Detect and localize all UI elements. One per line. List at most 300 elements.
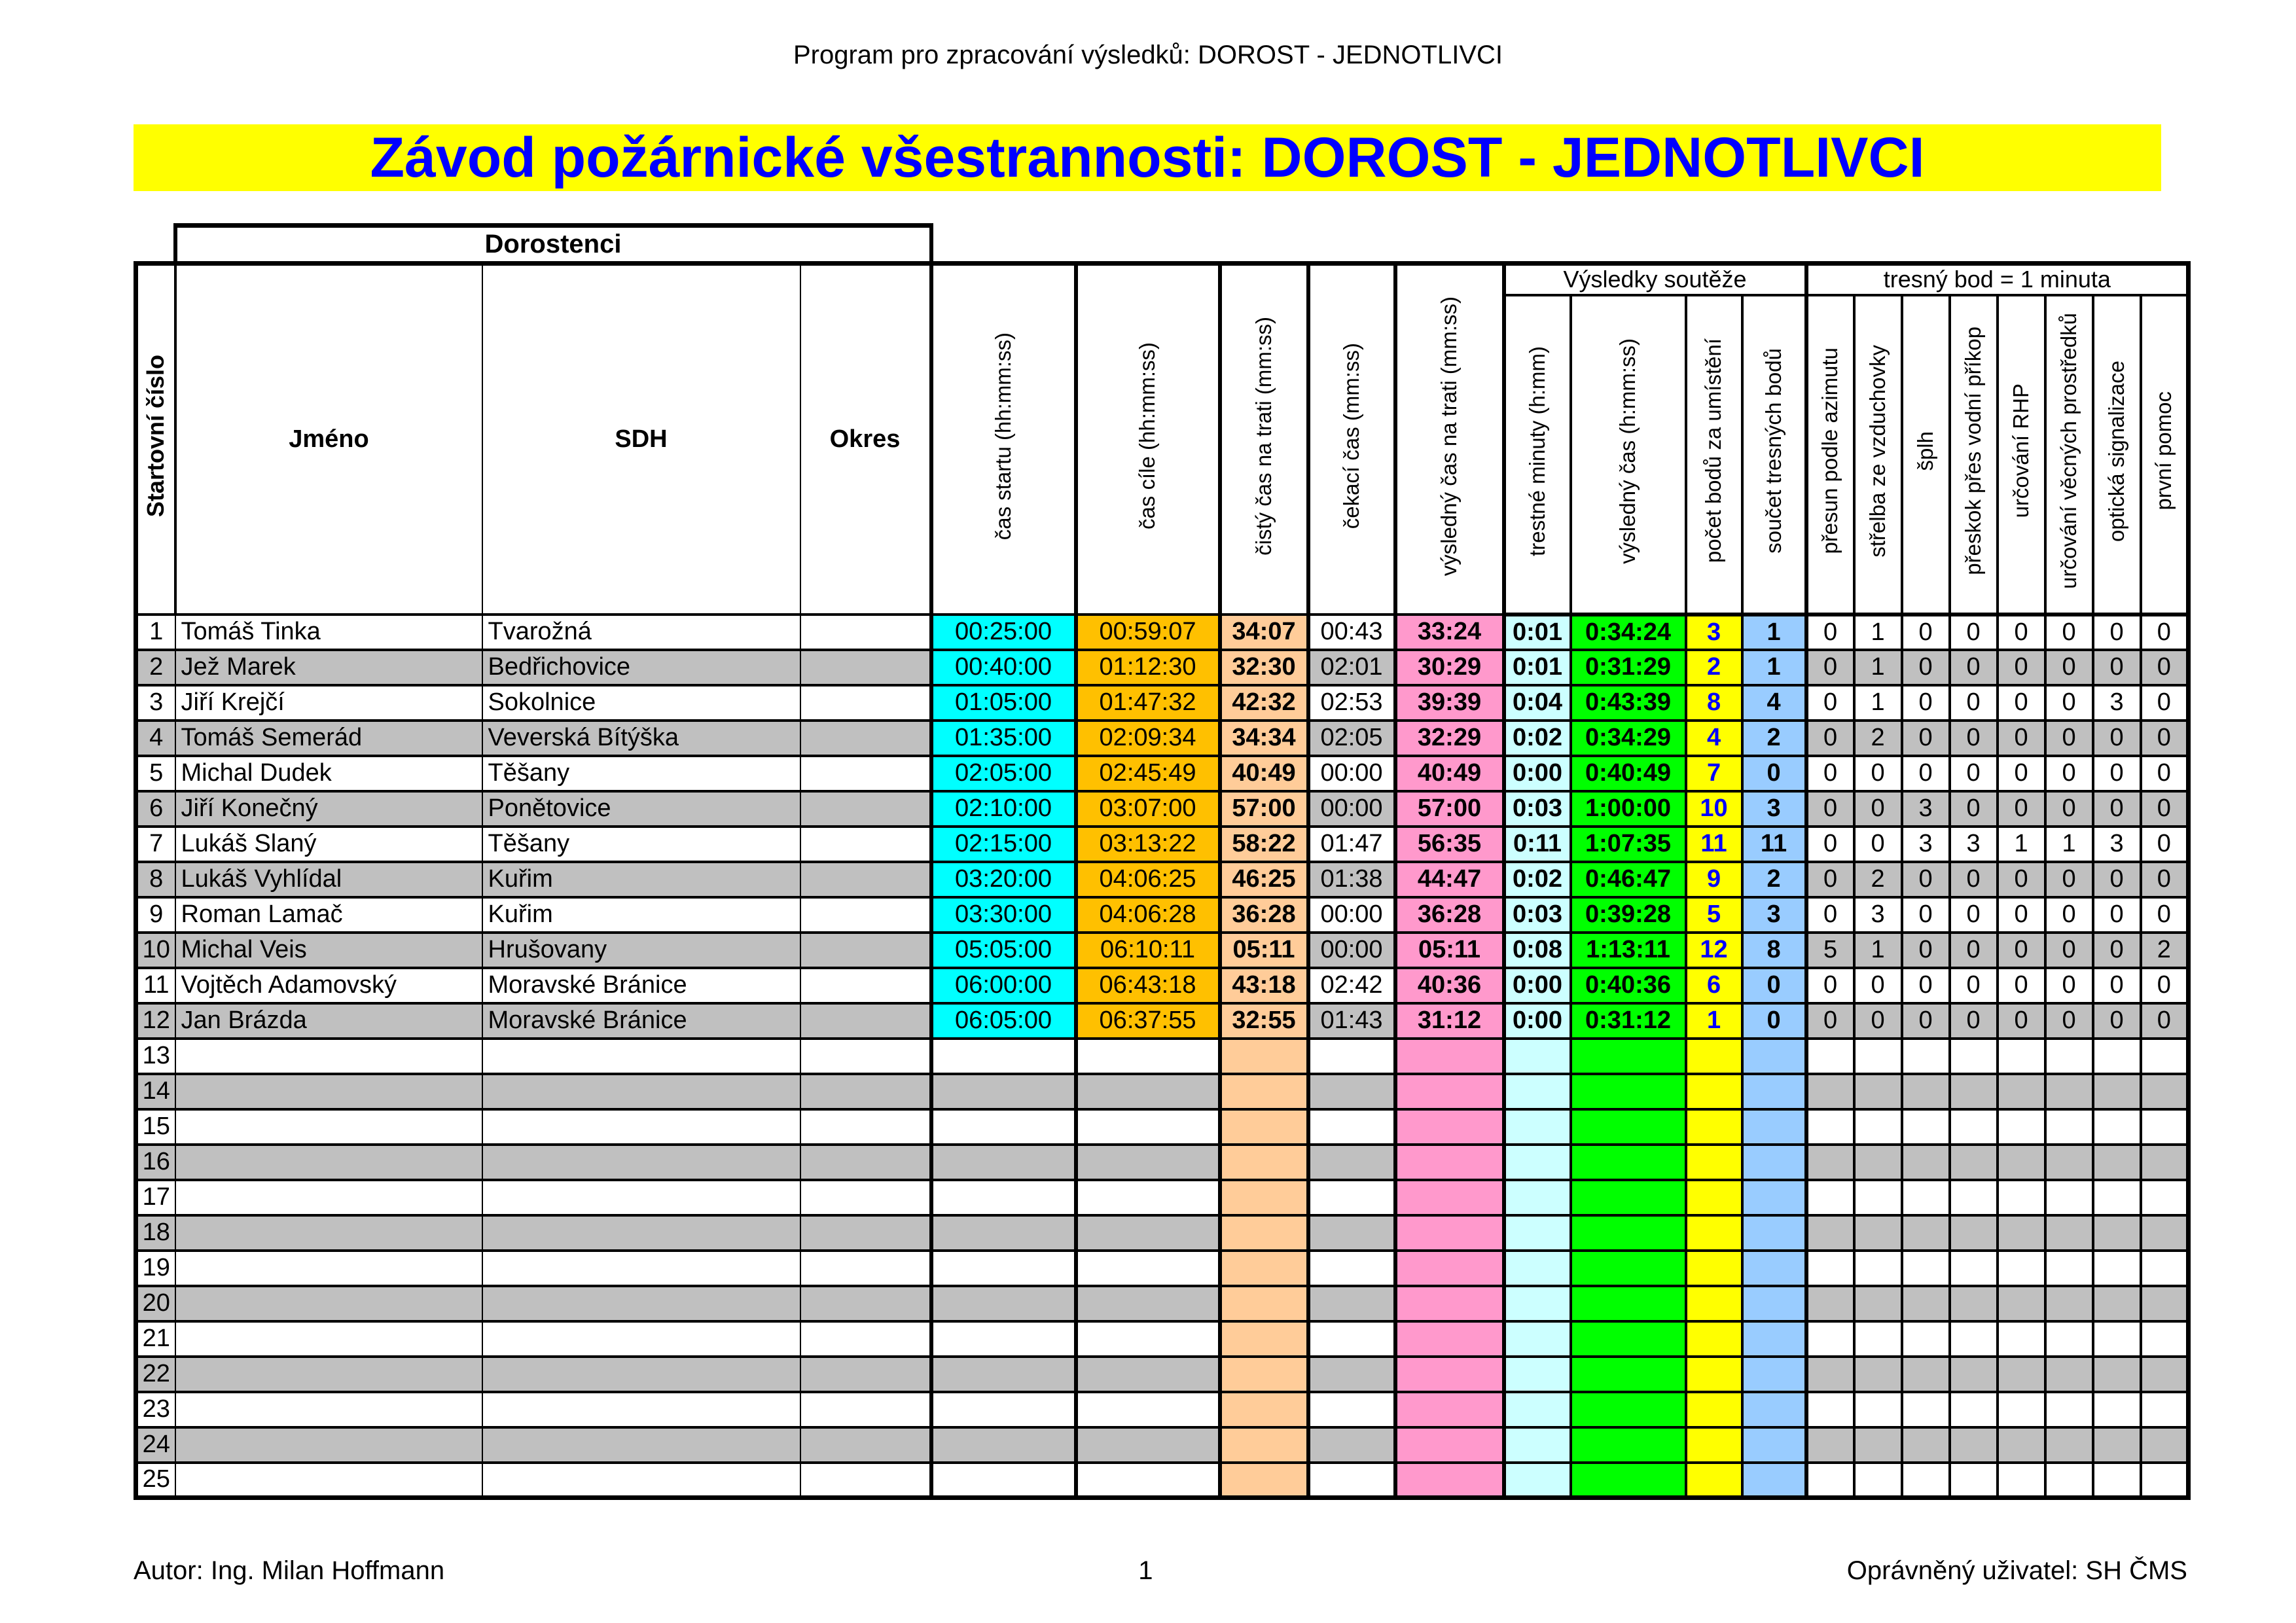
cell-discipline-2: 1	[1854, 933, 1902, 968]
cell-cisty-cas: 32:30	[1220, 650, 1308, 685]
cell-discipline-4: 0	[1950, 756, 1998, 791]
cell-cas-cile	[1076, 1427, 1220, 1463]
cell-pocet-bodu: 10	[1686, 791, 1742, 827]
cell-soucet-bodu	[1742, 1145, 1806, 1180]
cell-jmeno: Tomáš Semerád	[175, 721, 482, 756]
table-row	[136, 1074, 2189, 1109]
cell-discipline-8	[2141, 1286, 2189, 1321]
cell-discipline-5	[1998, 1109, 2045, 1145]
cell-vysledny-cas-trat	[1395, 1427, 1504, 1463]
cell-discipline-1	[1806, 1321, 1854, 1357]
cell-soucet-bodu	[1742, 1427, 1806, 1463]
cell-discipline-3: 0	[1902, 1003, 1950, 1039]
cell-okres	[800, 685, 931, 721]
cell-discipline-5: 0	[1998, 968, 2045, 1003]
cell-trestne-minuty	[1504, 1074, 1571, 1109]
cell-discipline-6: 0	[2045, 1003, 2093, 1039]
cell-vysledny-cas-trat: 57:00	[1395, 791, 1504, 827]
cell-discipline-7: 0	[2093, 933, 2141, 968]
prehead-spacer-right	[931, 226, 2189, 264]
cell-cekaci-cas: 00:00	[1308, 791, 1395, 827]
cell-discipline-7	[2093, 1321, 2141, 1357]
cell-sdh: Veverská Bítýška	[482, 721, 800, 756]
col-header-vysledny-cas: výsledný čas (h:mm:ss)	[1571, 295, 1686, 615]
cell-sdh	[482, 1215, 800, 1251]
col-header-jmeno: Jméno	[175, 264, 482, 615]
cell-discipline-7: 0	[2093, 791, 2141, 827]
cell-jmeno: Roman Lamač	[175, 897, 482, 933]
page-footer	[134, 1556, 2187, 1586]
cell-cisty-cas	[1220, 1215, 1308, 1251]
cell-cekaci-cas: 00:43	[1308, 615, 1395, 650]
cell-vysledny-cas	[1571, 1357, 1686, 1392]
cell-discipline-5: 0	[1998, 897, 2045, 933]
cell-discipline-5: 0	[1998, 721, 2045, 756]
cell-discipline-3: 0	[1902, 862, 1950, 897]
cell-discipline-7	[2093, 1463, 2141, 1498]
cell-discipline-6	[2045, 1039, 2093, 1074]
cell-cas-cile	[1076, 1039, 1220, 1074]
footer-user: Oprávněný uživatel: SH ČMS	[1846, 1556, 2187, 1585]
col-header-start-number: Startovní číslo	[136, 264, 175, 615]
cell-sdh: Kuřim	[482, 862, 800, 897]
cell-vysledny-cas-trat: 33:24	[1395, 615, 1504, 650]
cell-start-number: 3	[136, 685, 175, 721]
cell-discipline-5	[1998, 1357, 2045, 1392]
cell-cas-startu	[931, 1074, 1076, 1109]
cell-cekaci-cas	[1308, 1357, 1395, 1392]
cell-soucet-bodu: 8	[1742, 933, 1806, 968]
cell-okres	[800, 968, 931, 1003]
cell-cas-cile	[1076, 1074, 1220, 1109]
cell-start-number: 11	[136, 968, 175, 1003]
cell-discipline-5: 0	[1998, 615, 2045, 650]
cell-start-number: 21	[136, 1321, 175, 1357]
cell-trestne-minuty: 0:00	[1504, 756, 1571, 791]
cell-jmeno	[175, 1251, 482, 1286]
cell-discipline-3	[1902, 1427, 1950, 1463]
cell-soucet-bodu: 3	[1742, 791, 1806, 827]
cell-start-number: 17	[136, 1180, 175, 1215]
footer-author: Autor: Ing. Milan Hoffmann	[134, 1556, 445, 1585]
cell-discipline-2	[1854, 1392, 1902, 1427]
cell-discipline-8: 0	[2141, 968, 2189, 1003]
cell-discipline-8	[2141, 1039, 2189, 1074]
cell-discipline-2: 0	[1854, 1003, 1902, 1039]
cell-discipline-4: 0	[1950, 650, 1998, 685]
cell-discipline-6	[2045, 1392, 2093, 1427]
cell-discipline-6: 0	[2045, 968, 2093, 1003]
cell-sdh	[482, 1145, 800, 1180]
cell-okres	[800, 756, 931, 791]
cell-trestne-minuty	[1504, 1357, 1571, 1392]
cell-discipline-1: 0	[1806, 756, 1854, 791]
cell-cas-cile	[1076, 1251, 1220, 1286]
cell-jmeno: Jež Marek	[175, 650, 482, 685]
cell-discipline-3: 0	[1902, 933, 1950, 968]
cell-discipline-2	[1854, 1427, 1902, 1463]
cell-discipline-2	[1854, 1251, 1902, 1286]
event-title: Závod požárnické všestrannosti: DOROST - JEDNOTLIVCI	[370, 126, 1925, 189]
cell-soucet-bodu: 0	[1742, 756, 1806, 791]
cell-discipline-4: 0	[1950, 615, 1998, 650]
cell-cas-startu	[931, 1251, 1076, 1286]
cell-discipline-7	[2093, 1357, 2141, 1392]
table-row	[136, 968, 2189, 1003]
cell-vysledny-cas: 0:39:28	[1571, 897, 1686, 933]
cell-start-number: 25	[136, 1463, 175, 1498]
cell-discipline-2: 0	[1854, 756, 1902, 791]
cell-discipline-1	[1806, 1286, 1854, 1321]
cell-vysledny-cas	[1571, 1463, 1686, 1498]
cell-vysledny-cas-trat	[1395, 1039, 1504, 1074]
cell-jmeno	[175, 1286, 482, 1321]
cell-discipline-3	[1902, 1357, 1950, 1392]
cell-vysledny-cas-trat	[1395, 1074, 1504, 1109]
cell-jmeno	[175, 1427, 482, 1463]
cell-vysledny-cas: 0:43:39	[1571, 685, 1686, 721]
cell-cekaci-cas: 02:05	[1308, 721, 1395, 756]
table-row	[136, 862, 2189, 897]
cell-discipline-8	[2141, 1145, 2189, 1180]
cell-vysledny-cas-trat	[1395, 1251, 1504, 1286]
cell-vysledny-cas-trat	[1395, 1180, 1504, 1215]
cell-jmeno: Lukáš Slaný	[175, 827, 482, 862]
table-row	[136, 1251, 2189, 1286]
cell-cekaci-cas: 02:42	[1308, 968, 1395, 1003]
cell-vysledny-cas-trat: 40:49	[1395, 756, 1504, 791]
cell-discipline-5	[1998, 1180, 2045, 1215]
cell-cas-cile: 06:10:11	[1076, 933, 1220, 968]
col-header-urcovani-prostredku: určování věcných prostředků	[2045, 295, 2093, 615]
cell-cekaci-cas	[1308, 1427, 1395, 1463]
cell-sdh: Těšany	[482, 827, 800, 862]
cell-cas-startu	[931, 1180, 1076, 1215]
cell-cas-startu: 05:05:00	[931, 933, 1076, 968]
cell-soucet-bodu	[1742, 1109, 1806, 1145]
header-row-top	[136, 264, 2189, 295]
cell-cisty-cas	[1220, 1145, 1308, 1180]
cell-vysledny-cas-trat: 05:11	[1395, 933, 1504, 968]
cell-cekaci-cas	[1308, 1145, 1395, 1180]
table-row	[136, 1003, 2189, 1039]
cell-sdh	[482, 1286, 800, 1321]
cell-okres	[800, 1357, 931, 1392]
cell-discipline-6	[2045, 1251, 2093, 1286]
cell-soucet-bodu: 1	[1742, 650, 1806, 685]
cell-discipline-3	[1902, 1251, 1950, 1286]
col-header-presun-azimut: přesun podle azimutu	[1806, 295, 1854, 615]
cell-discipline-4: 0	[1950, 968, 1998, 1003]
cell-vysledny-cas	[1571, 1074, 1686, 1109]
cell-discipline-6	[2045, 1215, 2093, 1251]
table-row	[136, 1286, 2189, 1321]
cell-discipline-1	[1806, 1180, 1854, 1215]
cell-cas-startu	[931, 1109, 1076, 1145]
cell-jmeno	[175, 1392, 482, 1427]
cell-vysledny-cas	[1571, 1392, 1686, 1427]
cell-cas-cile	[1076, 1180, 1220, 1215]
col-header-cisty-cas: čistý čas na trati (mm:ss)	[1220, 264, 1308, 615]
cell-cisty-cas: 42:32	[1220, 685, 1308, 721]
cell-soucet-bodu	[1742, 1039, 1806, 1074]
cell-cekaci-cas	[1308, 1392, 1395, 1427]
cell-discipline-3	[1902, 1392, 1950, 1427]
cell-discipline-4	[1950, 1251, 1998, 1286]
table-row	[136, 721, 2189, 756]
prehead-spacer-left	[136, 226, 175, 264]
cell-vysledny-cas: 1:13:11	[1571, 933, 1686, 968]
cell-vysledny-cas: 0:34:24	[1571, 615, 1686, 650]
table-row	[136, 1392, 2189, 1427]
cell-discipline-6: 0	[2045, 685, 2093, 721]
cell-vysledny-cas-trat	[1395, 1321, 1504, 1357]
cell-pocet-bodu	[1686, 1074, 1742, 1109]
cell-discipline-8: 0	[2141, 827, 2189, 862]
table-row	[136, 685, 2189, 721]
cell-vysledny-cas-trat: 39:39	[1395, 685, 1504, 721]
cell-vysledny-cas: 0:31:29	[1571, 650, 1686, 685]
cell-okres	[800, 1074, 931, 1109]
cell-vysledny-cas	[1571, 1286, 1686, 1321]
cell-discipline-1	[1806, 1357, 1854, 1392]
cell-soucet-bodu: 2	[1742, 721, 1806, 756]
cell-okres	[800, 1321, 931, 1357]
cell-discipline-5	[1998, 1039, 2045, 1074]
cell-discipline-2	[1854, 1215, 1902, 1251]
table-row	[136, 933, 2189, 968]
cell-cisty-cas	[1220, 1321, 1308, 1357]
cell-cisty-cas: 40:49	[1220, 756, 1308, 791]
cell-trestne-minuty: 0:01	[1504, 650, 1571, 685]
cell-start-number: 6	[136, 791, 175, 827]
cell-cisty-cas: 57:00	[1220, 791, 1308, 827]
cell-discipline-3: 0	[1902, 897, 1950, 933]
cell-discipline-5: 0	[1998, 650, 2045, 685]
cell-soucet-bodu	[1742, 1463, 1806, 1498]
cell-vysledny-cas-trat	[1395, 1392, 1504, 1427]
cell-trestne-minuty	[1504, 1180, 1571, 1215]
col-header-prvni-pomoc: první pomoc	[2141, 295, 2189, 615]
col-header-strelba: střelba ze vzduchovky	[1854, 295, 1902, 615]
cell-discipline-8	[2141, 1321, 2189, 1357]
cell-trestne-minuty: 0:11	[1504, 827, 1571, 862]
cell-cas-cile: 02:09:34	[1076, 721, 1220, 756]
cell-okres	[800, 721, 931, 756]
cell-soucet-bodu	[1742, 1074, 1806, 1109]
cell-sdh	[482, 1392, 800, 1427]
cell-vysledny-cas-trat: 30:29	[1395, 650, 1504, 685]
cell-okres	[800, 791, 931, 827]
cell-discipline-7: 0	[2093, 1003, 2141, 1039]
cell-discipline-7	[2093, 1392, 2141, 1427]
cell-discipline-7: 0	[2093, 897, 2141, 933]
cell-discipline-8	[2141, 1215, 2189, 1251]
cell-cas-cile: 03:13:22	[1076, 827, 1220, 862]
group-header-dorostenci: Dorostenci	[175, 226, 931, 264]
cell-pocet-bodu: 5	[1686, 897, 1742, 933]
group-header-vysledky-souteze: Výsledky soutěže	[1504, 264, 1806, 295]
cell-cekaci-cas: 02:01	[1308, 650, 1395, 685]
cell-discipline-6	[2045, 1321, 2093, 1357]
cell-discipline-5	[1998, 1145, 2045, 1180]
cell-vysledny-cas-trat	[1395, 1145, 1504, 1180]
cell-discipline-6: 0	[2045, 862, 2093, 897]
cell-discipline-3: 0	[1902, 721, 1950, 756]
cell-discipline-6	[2045, 1109, 2093, 1145]
col-header-opticka-signalizace: optická signalizace	[2093, 295, 2141, 615]
cell-vysledny-cas	[1571, 1180, 1686, 1215]
cell-discipline-2: 1	[1854, 650, 1902, 685]
cell-discipline-5	[1998, 1427, 2045, 1463]
cell-cas-startu: 06:00:00	[931, 968, 1076, 1003]
group-header-tresny-bod: tresný bod = 1 minuta	[1806, 264, 2189, 295]
cell-sdh	[482, 1427, 800, 1463]
cell-vysledny-cas	[1571, 1251, 1686, 1286]
cell-pocet-bodu: 6	[1686, 968, 1742, 1003]
cell-jmeno	[175, 1215, 482, 1251]
cell-okres	[800, 1039, 931, 1074]
cell-sdh	[482, 1357, 800, 1392]
cell-discipline-1: 0	[1806, 650, 1854, 685]
cell-sdh: Hrušovany	[482, 933, 800, 968]
cell-vysledny-cas-trat: 56:35	[1395, 827, 1504, 862]
col-header-cekaci-cas: čekací čas (mm:ss)	[1308, 264, 1395, 615]
cell-vysledny-cas: 1:00:00	[1571, 791, 1686, 827]
cell-okres	[800, 1145, 931, 1180]
cell-vysledny-cas: 1:07:35	[1571, 827, 1686, 862]
cell-discipline-4: 3	[1950, 827, 1998, 862]
cell-discipline-7	[2093, 1145, 2141, 1180]
cell-discipline-1	[1806, 1215, 1854, 1251]
cell-okres	[800, 650, 931, 685]
cell-okres	[800, 827, 931, 862]
cell-cisty-cas	[1220, 1392, 1308, 1427]
cell-trestne-minuty: 0:04	[1504, 685, 1571, 721]
cell-discipline-5	[1998, 1286, 2045, 1321]
cell-discipline-2: 2	[1854, 862, 1902, 897]
cell-cas-cile: 01:47:32	[1076, 685, 1220, 721]
cell-trestne-minuty: 0:00	[1504, 1003, 1571, 1039]
cell-discipline-5: 0	[1998, 685, 2045, 721]
cell-cas-cile: 03:07:00	[1076, 791, 1220, 827]
cell-cisty-cas: 58:22	[1220, 827, 1308, 862]
results-tbody	[136, 226, 2189, 1498]
col-header-preskok: přeskok přes vodní příkop	[1950, 295, 1998, 615]
cell-sdh	[482, 1109, 800, 1145]
cell-start-number: 8	[136, 862, 175, 897]
cell-vysledny-cas-trat	[1395, 1286, 1504, 1321]
cell-jmeno	[175, 1321, 482, 1357]
cell-jmeno: Tomáš Tinka	[175, 615, 482, 650]
cell-vysledny-cas: 0:40:36	[1571, 968, 1686, 1003]
cell-soucet-bodu: 0	[1742, 1003, 1806, 1039]
cell-pocet-bodu: 3	[1686, 615, 1742, 650]
cell-discipline-3: 0	[1902, 650, 1950, 685]
cell-pocet-bodu	[1686, 1109, 1742, 1145]
cell-discipline-8: 0	[2141, 615, 2189, 650]
cell-cekaci-cas: 01:38	[1308, 862, 1395, 897]
cell-discipline-8: 0	[2141, 1003, 2189, 1039]
cell-pocet-bodu	[1686, 1180, 1742, 1215]
cell-okres	[800, 1215, 931, 1251]
cell-vysledny-cas-trat: 44:47	[1395, 862, 1504, 897]
cell-discipline-1	[1806, 1427, 1854, 1463]
cell-start-number: 9	[136, 897, 175, 933]
cell-sdh: Kuřim	[482, 897, 800, 933]
cell-discipline-3	[1902, 1286, 1950, 1321]
cell-cisty-cas: 36:28	[1220, 897, 1308, 933]
cell-discipline-4	[1950, 1215, 1998, 1251]
cell-discipline-8: 2	[2141, 933, 2189, 968]
cell-discipline-4: 0	[1950, 791, 1998, 827]
cell-jmeno	[175, 1357, 482, 1392]
cell-jmeno	[175, 1039, 482, 1074]
cell-start-number: 1	[136, 615, 175, 650]
cell-start-number: 5	[136, 756, 175, 791]
cell-pocet-bodu: 1	[1686, 1003, 1742, 1039]
col-header-cas-cile: čas cíle (hh:mm:ss)	[1076, 264, 1220, 615]
cell-pocet-bodu	[1686, 1357, 1742, 1392]
cell-vysledny-cas-trat	[1395, 1109, 1504, 1145]
cell-discipline-5: 0	[1998, 933, 2045, 968]
cell-discipline-4	[1950, 1145, 1998, 1180]
cell-soucet-bodu	[1742, 1357, 1806, 1392]
cell-trestne-minuty	[1504, 1145, 1571, 1180]
cell-discipline-8	[2141, 1357, 2189, 1392]
cell-discipline-6: 0	[2045, 721, 2093, 756]
cell-discipline-1: 0	[1806, 827, 1854, 862]
cell-cisty-cas	[1220, 1427, 1308, 1463]
cell-start-number: 7	[136, 827, 175, 862]
cell-jmeno	[175, 1074, 482, 1109]
cell-discipline-1: 0	[1806, 685, 1854, 721]
cell-cas-cile: 01:12:30	[1076, 650, 1220, 685]
cell-cekaci-cas	[1308, 1074, 1395, 1109]
cell-discipline-4: 0	[1950, 862, 1998, 897]
cell-discipline-2: 0	[1854, 968, 1902, 1003]
cell-sdh: Moravské Bránice	[482, 1003, 800, 1039]
cell-cisty-cas	[1220, 1180, 1308, 1215]
cell-cas-startu	[931, 1357, 1076, 1392]
cell-discipline-6	[2045, 1427, 2093, 1463]
cell-cas-startu: 06:05:00	[931, 1003, 1076, 1039]
group-header-row-dorostenci	[136, 226, 2189, 264]
cell-discipline-6	[2045, 1180, 2093, 1215]
cell-sdh	[482, 1074, 800, 1109]
cell-cas-startu: 01:05:00	[931, 685, 1076, 721]
cell-cas-cile: 06:43:18	[1076, 968, 1220, 1003]
cell-cisty-cas: 05:11	[1220, 933, 1308, 968]
cell-vysledny-cas	[1571, 1427, 1686, 1463]
cell-cekaci-cas: 02:53	[1308, 685, 1395, 721]
cell-sdh	[482, 1180, 800, 1215]
cell-discipline-2: 1	[1854, 685, 1902, 721]
cell-cisty-cas	[1220, 1251, 1308, 1286]
table-row	[136, 1357, 2189, 1392]
table-row	[136, 1321, 2189, 1357]
cell-discipline-7	[2093, 1215, 2141, 1251]
table-row	[136, 1427, 2189, 1463]
cell-jmeno	[175, 1463, 482, 1498]
cell-discipline-4	[1950, 1039, 1998, 1074]
cell-jmeno: Lukáš Vyhlídal	[175, 862, 482, 897]
cell-cas-startu	[931, 1427, 1076, 1463]
cell-discipline-1: 0	[1806, 791, 1854, 827]
cell-sdh	[482, 1321, 800, 1357]
cell-discipline-1	[1806, 1251, 1854, 1286]
cell-cas-cile	[1076, 1145, 1220, 1180]
